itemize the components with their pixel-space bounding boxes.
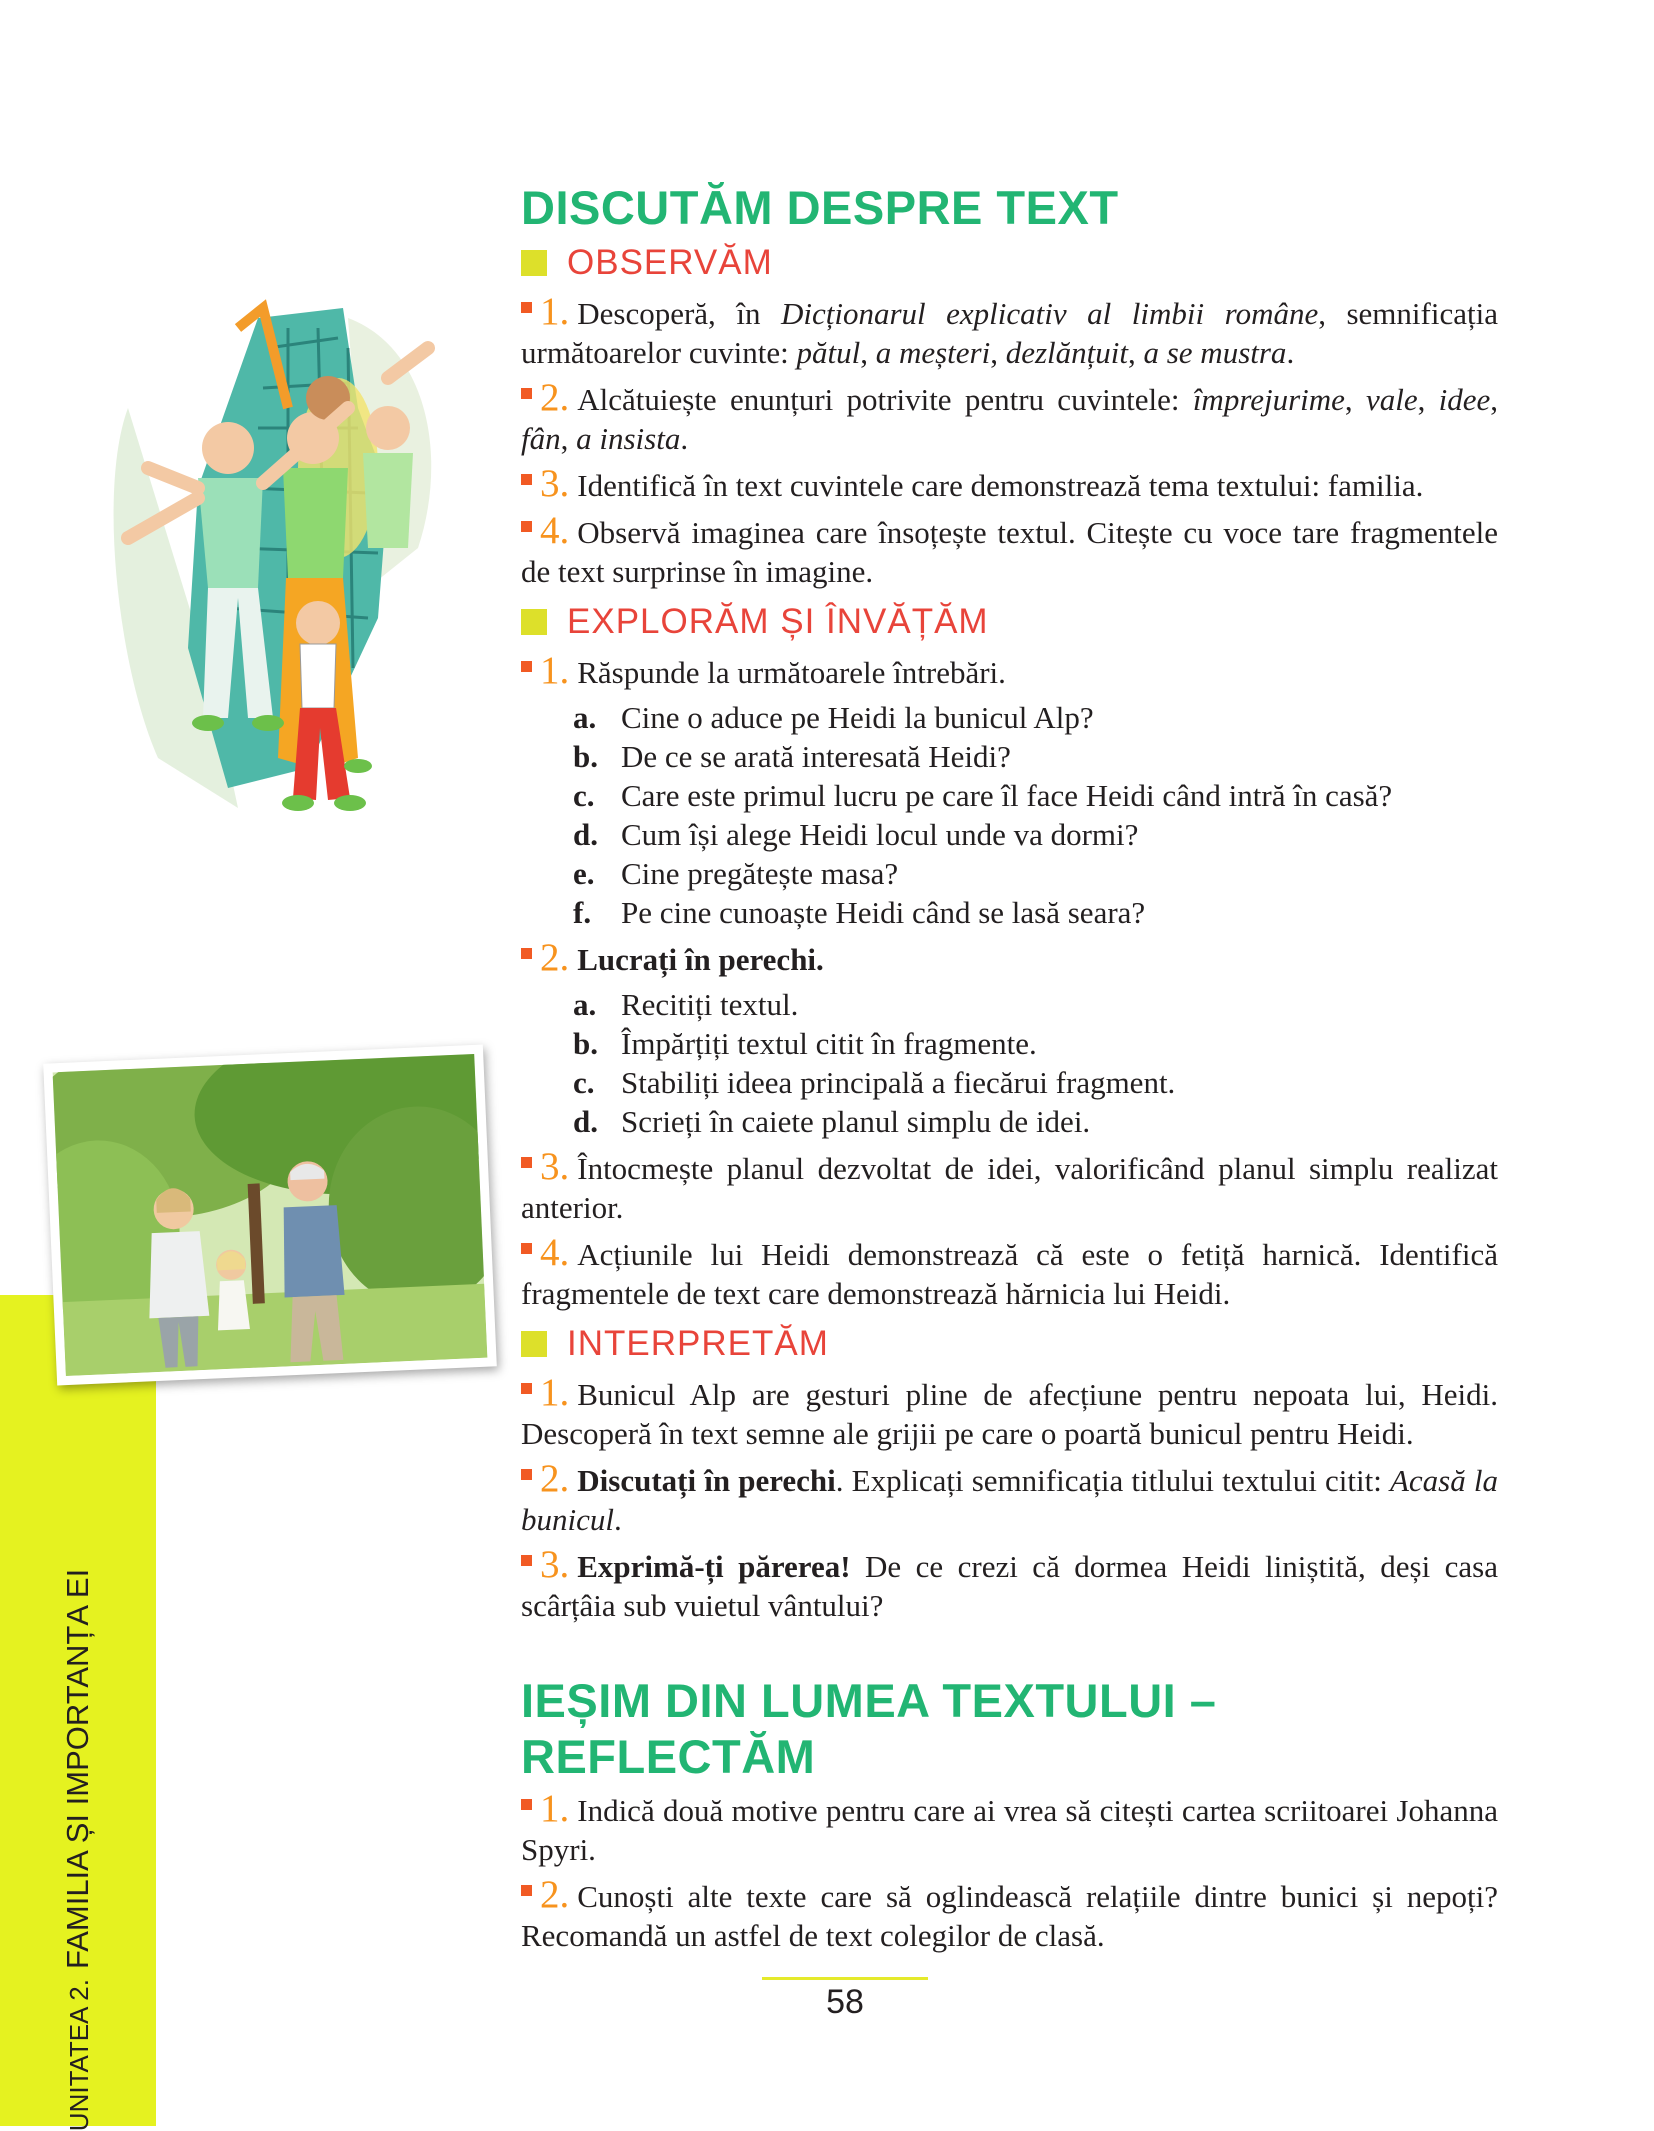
sub-question [521,985,1498,1024]
sub-question [521,737,1498,776]
square-bullet-icon [521,1331,547,1357]
sub-question [521,1024,1498,1063]
exercise-number: 1. [540,1787,570,1830]
sub-letter: d. [573,817,598,852]
sub-text: De ce se arată interesată Heidi? [621,739,1011,774]
orange-square-icon [521,302,532,313]
exercise-text: , [1417,382,1439,417]
sub-letter: e. [573,856,595,891]
section-title-iesim: IEȘIM DIN LUMEA TEXTULUI – REFLECTĂM [521,1674,1217,1783]
exercise-item [521,1789,1498,1869]
orange-square-icon [521,521,532,532]
square-bullet-icon [521,250,547,276]
subheading-label: OBSERVĂM [567,243,773,282]
orange-square-icon [521,474,532,485]
exercise-text: idee [1438,382,1491,417]
exercise-item [521,1875,1498,1955]
exercise-text: fân [521,421,561,456]
exercise-item [521,1459,1498,1539]
exercise-text: Bunicul Alp are gesturi pline de afecțiune pentru nepoata lui, Heidi. Descoperă în text semne ale grijii pe care o poartă bunicul pentru Heidi. [521,1377,1498,1451]
exercise-item [521,1373,1498,1453]
exploram-list [521,651,1498,1313]
page-number: 58 [826,1983,864,2021]
exercise-text: împrejurime [1192,382,1345,417]
sub-text: Împărțiți textul citit în fragmente. [621,1026,1037,1061]
grandparents-photo [43,1045,497,1386]
exercise-number: 1. [540,649,570,692]
exercise-item [521,511,1498,591]
exercise-number: 1. [540,290,570,333]
sub-question [521,698,1498,737]
exercise-text: , [1127,335,1144,370]
exercise-text: Alcătuiește enunțuri potrivite pentru cuvintele: [577,382,1193,417]
exercise-number: 2. [540,376,570,419]
sub-text: Cine pregătește masa? [621,856,899,891]
exercise-text: a insista [576,421,681,456]
sub-text: Scrieți în caiete planul simplu de idei. [621,1104,1091,1139]
sub-text: Cum își alege Heidi locul unde va dormi? [621,817,1139,852]
sub-letter: a. [573,700,597,735]
exercise-text: . [614,1502,622,1537]
sub-letter: c. [573,1065,595,1100]
exercise-text: Lucrați în perechi. [577,942,824,977]
exercise-text: , [990,335,1006,370]
sub-text: Stabiliți ideea principală a fiecărui fragment. [621,1065,1176,1100]
unit-number: UNITATEA 2. [64,1979,94,2131]
exercise-text: pătul [796,335,861,370]
unit-title: FAMILIA ȘI IMPORTANȚA EI [60,1568,95,1970]
orange-square-icon [521,661,532,672]
iesim-list [521,1789,1498,1955]
exercise-number: 4. [540,509,570,552]
sub-letter: c. [573,778,595,813]
footer-rule [762,1977,928,1980]
subheading-observam [521,240,1498,286]
exercise-number: 2. [540,1873,570,1916]
orange-square-icon [521,388,532,399]
exercise-item [521,1233,1498,1313]
subheading-label: INTERPRETĂM [567,1324,829,1363]
sub-letter: d. [573,1104,598,1139]
sub-question [521,893,1498,932]
exercise-item [521,1545,1498,1625]
side-band [0,1295,156,2131]
sub-text: Care este primul lucru pe care îl face Heidi când intră în casă? [621,778,1393,813]
exercise-text: Descoperă, în [577,296,781,331]
exercise-text: Dicționarul explicativ al limbii române [780,296,1319,331]
exercise-text: vale [1365,382,1418,417]
family-exercise-illustration [88,288,460,828]
exercise-text: Exprimă-ți părerea! [577,1549,851,1584]
orange-square-icon [521,1555,532,1566]
sub-question [521,815,1498,854]
exercise-text: Indică două motive pentru care ai vrea să citești cartea scriitoarei Johanna Spyri. [521,1793,1498,1867]
exercise-text: . [1286,335,1295,370]
exercise-text: . Explicați semnificația titlului textului citit: [835,1463,1390,1498]
orange-square-icon [521,1383,532,1394]
orange-square-icon [521,1469,532,1480]
exercise-text: Observă imaginea care însoțește textul. Citește cu voce tare fragmentele de text surprinse în imagine. [521,515,1498,589]
interpretam-list [521,1373,1498,1625]
sub-text: Recitiți textul. [621,987,799,1022]
sub-letter: b. [573,739,598,774]
exercise-text: Discutați în perechi [577,1463,836,1498]
exercise-text: , [860,335,876,370]
exercise-item [521,1147,1498,1227]
sub-text: Cine o aduce pe Heidi la bunicul Alp? [621,700,1094,735]
exercise-text: Întocmește planul dezvoltat de idei, valorificând planul simplu realizat anterior. [521,1151,1498,1225]
exercise-item [521,378,1498,458]
section-title-discutam: DISCUTĂM DESPRE TEXT [521,181,1119,234]
sub-text: Pe cine cunoaște Heidi când se lasă seara? [621,895,1146,930]
exercise-number: 3. [540,1543,570,1586]
exercise-text: , [1490,382,1499,417]
exercise-text: Cunoști alte texte care să oglindească relațiile dintre bunici și nepoți? Recomandă un astfel de text colegilor de clasă. [521,1879,1498,1953]
exercise-text: a meșteri [875,335,991,370]
exercise-number: 2. [540,1457,570,1500]
exercise-text: Acțiunile lui Heidi demonstrează că este o fetiță harnică. Identifică fragmentele de text care demonstrează hărnicia lui Heidi. [521,1237,1498,1311]
observam-list [521,292,1498,591]
exercise-text: , semnificația următoarelor cuvinte: [521,296,1498,370]
exercise-text: De ce crezi că dormea Heidi liniștită, deși casa scârțâia sub vuietul vântului? [521,1549,1498,1623]
exercise-text: Identifică în text cuvintele care demonstrează tema textului: familia. [577,468,1424,503]
sub-question [521,1063,1498,1102]
orange-square-icon [521,948,532,959]
exercise-item [521,464,1498,505]
sub-question [521,1102,1498,1141]
exercise-text: Acasă la bunicul [521,1463,1498,1537]
sub-question [521,776,1498,815]
exercise-item [521,938,1498,979]
exercise-item [521,651,1498,692]
sub-letter: b. [573,1026,598,1061]
main-content [521,180,1498,1961]
orange-square-icon [521,1799,532,1810]
exercise-number: 4. [540,1231,570,1274]
subheading-label: EXPLORĂM ȘI ÎNVĂȚĂM [567,602,989,641]
exercise-text: , [1344,382,1366,417]
sub-letter: f. [573,895,592,930]
exercise-text: Răspunde la următoarele întrebări. [577,655,1006,690]
subheading-interpretam [521,1321,1498,1367]
exercise-number: 3. [540,1145,570,1188]
exercise-text: dezlănțuit [1005,335,1128,370]
exercise-number: 3. [540,462,570,505]
exercise-number: 1. [540,1371,570,1414]
exercise-number: 2. [540,936,570,979]
sub-letter: a. [573,987,597,1022]
subheading-exploram [521,599,1498,645]
sub-question [521,854,1498,893]
exercise-text: a se mustra [1143,335,1287,370]
square-bullet-icon [521,609,547,635]
exercise-text: , [560,421,577,456]
orange-square-icon [521,1885,532,1896]
orange-square-icon [521,1243,532,1254]
unit-label [0,1295,156,2131]
exercise-item [521,292,1498,372]
exercise-text: . [680,421,689,456]
orange-square-icon [521,1157,532,1168]
